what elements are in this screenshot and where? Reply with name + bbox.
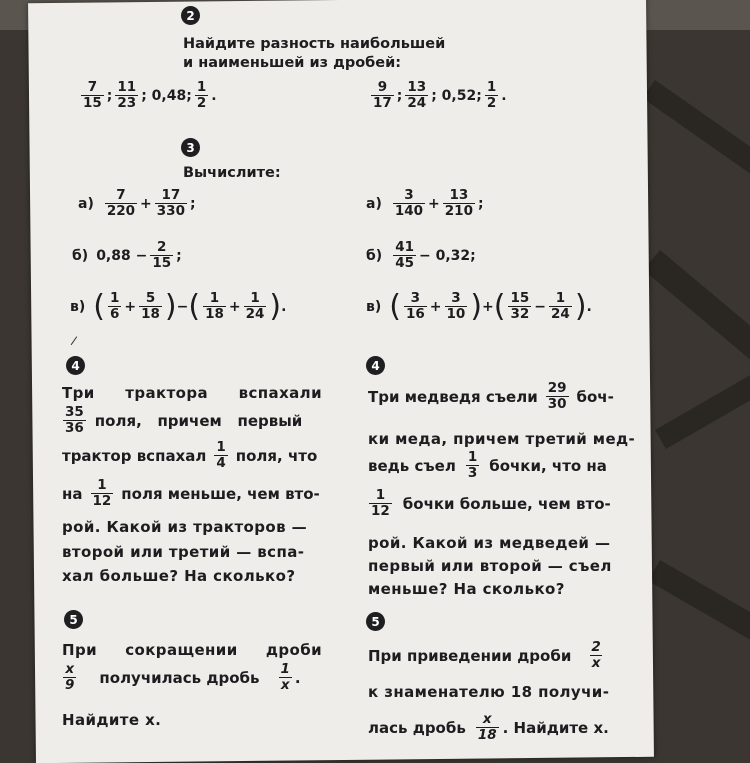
fraction: $\frac{15}{32}$ [510, 290, 530, 322]
fraction: $\frac{11}{23}$ [117, 79, 137, 111]
text: поля, причем первый [94, 411, 303, 430]
task-3-right-a [366, 188, 484, 219]
text: поля меньше, чем вто- [121, 484, 320, 503]
fraction: $\frac{1}{2}$ [486, 79, 497, 111]
fraction: $\frac{1}{6}$ [109, 290, 120, 322]
operator: + [228, 298, 241, 315]
operator: − [176, 298, 189, 315]
operator: + [429, 298, 442, 315]
operator: + [428, 195, 440, 212]
period: . [294, 668, 301, 687]
task-4-right-line5: рой. Какой из медведей — [368, 534, 611, 552]
task-4-left-line1 [62, 384, 322, 402]
text: поля, что [235, 446, 318, 465]
text: лась дробь [368, 718, 466, 737]
text: боч- [576, 387, 614, 406]
background-decor [648, 560, 750, 651]
value-text: ; 0,48; [141, 87, 192, 104]
word: дроби [265, 641, 322, 659]
paren-open: ( [188, 288, 201, 324]
task-4-left-line6: второй или третий — вспа- [62, 543, 305, 561]
fraction: $\frac{1}{4}$ [216, 439, 226, 471]
task-2-number: 2 [181, 6, 200, 25]
item-label: б) [366, 247, 383, 264]
paren-open: ( [493, 288, 506, 324]
fraction: $\frac{x}{18}$ [477, 711, 497, 743]
item-label: а) [366, 195, 382, 212]
period: . [281, 298, 287, 315]
word: трактора [125, 384, 209, 402]
fraction: $\frac{13}{210}$ [444, 187, 473, 219]
value-text: 0,88 − [96, 247, 148, 264]
fraction: $\frac{x}{9}$ [65, 661, 75, 693]
task-4-right-line1 [368, 381, 614, 412]
separator: ; [106, 87, 113, 104]
period: . [501, 87, 507, 104]
operator: + [140, 195, 152, 212]
task-4-left-line2 [60, 405, 302, 436]
task-4-left-line5: рой. Какой из тракторов — [62, 518, 308, 536]
paren-close: ) [470, 288, 483, 324]
period: . [586, 298, 592, 315]
fraction: $\frac{17}{330}$ [156, 187, 185, 219]
text: бочки, что на [489, 456, 607, 475]
separator: ; [189, 195, 196, 212]
task-3-left-c [70, 288, 287, 324]
fraction: $\frac{7}{15}$ [83, 79, 102, 111]
task-3-heading: Вычислите: [183, 165, 281, 181]
separator: ; [176, 247, 182, 264]
paren-open: ( [93, 288, 105, 324]
paren-open: ( [389, 288, 401, 324]
fraction: $\frac{13}{24}$ [407, 79, 427, 111]
task-5-left-line2 [60, 662, 301, 693]
paren-close: ) [269, 288, 282, 324]
fraction: $\frac{1}{2}$ [196, 79, 207, 111]
fraction: $\frac{2}{15}$ [152, 239, 172, 271]
word: вспахали [238, 384, 322, 402]
value-text: ; 0,52; [431, 87, 482, 104]
task-3-number: 3 [181, 138, 200, 157]
task-2-right-fractions [368, 80, 507, 111]
fraction: $\frac{1}{24}$ [551, 290, 570, 322]
fraction: $\frac{29}{30}$ [547, 380, 567, 412]
text: Три медведя съели [368, 387, 538, 406]
item-label: а) [78, 195, 94, 212]
task-4-right-line6: первый или второй — съел [368, 557, 612, 575]
item-label: б) [72, 247, 89, 264]
task-2-heading-line2: и наименьшей из дробей: [183, 55, 402, 71]
word: При [62, 641, 98, 659]
operator: + [124, 298, 137, 315]
fraction: $\frac{41}{45}$ [395, 239, 414, 271]
text: на [62, 484, 83, 503]
word: Три [62, 384, 95, 402]
task-5-right-line2: к знаменателю 18 получи- [368, 683, 610, 701]
task-4-right-line2: ки меда, причем третий мед- [368, 430, 636, 448]
word: сокращении [125, 641, 238, 659]
separator: ; [477, 195, 484, 212]
task-4-right-line7: меньше? На сколько? [368, 580, 565, 598]
fraction: $\frac{1}{12}$ [92, 477, 112, 509]
task-3-left-a [78, 188, 196, 219]
operator: + [482, 298, 494, 315]
text: При приведении дроби [368, 646, 572, 665]
fraction: $\frac{3}{10}$ [446, 290, 466, 322]
background-decor [642, 80, 750, 178]
task-5-right-line3 [368, 712, 609, 743]
task-2-left-fractions [78, 80, 217, 111]
fraction: $\frac{3}{16}$ [405, 290, 425, 322]
fraction: $\frac{1}{12}$ [371, 487, 390, 519]
text: . Найдите x. [502, 718, 609, 737]
task-2-heading-line1: Найдите разность наибольшей [183, 36, 446, 52]
item-label: в) [70, 298, 86, 315]
task-5-left-line1 [62, 641, 322, 659]
value-text: − 0,32; [418, 247, 476, 264]
task-4-left-number: 4 [66, 356, 85, 375]
fraction: $\frac{1}{24}$ [245, 290, 265, 322]
fraction: $\frac{1}{3}$ [467, 449, 478, 481]
fraction: $\frac{3}{140}$ [394, 187, 424, 219]
task-4-right-line3 [368, 450, 607, 481]
fraction: $\frac{1}{18}$ [205, 290, 224, 322]
paren-close: ) [574, 288, 587, 324]
background-decor [643, 250, 750, 360]
fraction: $\frac{7}{220}$ [106, 187, 136, 219]
task-4-right-number: 4 [366, 356, 385, 375]
task-4-left-line3 [62, 440, 317, 471]
operator: − [534, 298, 547, 315]
task-5-right-line1 [368, 640, 606, 671]
fraction: $\frac{2}{x}$ [591, 639, 601, 671]
text: ведь съел [368, 456, 456, 475]
task-5-left-line3: Найдите x. [62, 711, 162, 729]
task-3-right-c [366, 288, 592, 324]
task-5-left-number: 5 [64, 610, 83, 629]
paren-close: ) [164, 288, 177, 324]
item-label: в) [366, 298, 382, 315]
period: . [211, 87, 217, 104]
fraction: $\frac{9}{17}$ [373, 79, 392, 111]
task-4-left-line4 [62, 478, 320, 509]
fraction: $\frac{5}{18}$ [141, 290, 160, 322]
task-3-right-b [366, 240, 476, 271]
task-5-right-number: 5 [366, 612, 385, 631]
task-4-right-line4 [366, 488, 611, 519]
fraction: $\frac{1}{x}$ [280, 661, 290, 693]
separator: ; [396, 87, 403, 104]
task-3-left-b [72, 240, 182, 271]
fraction: $\frac{35}{36}$ [65, 404, 84, 436]
text: получилась дробь [99, 668, 260, 687]
background-decor [655, 360, 750, 449]
text: бочки больше, чем вто- [402, 494, 611, 513]
task-4-left-line7: хал больше? На сколько? [62, 567, 296, 585]
text: трактор вспахал [62, 446, 207, 465]
